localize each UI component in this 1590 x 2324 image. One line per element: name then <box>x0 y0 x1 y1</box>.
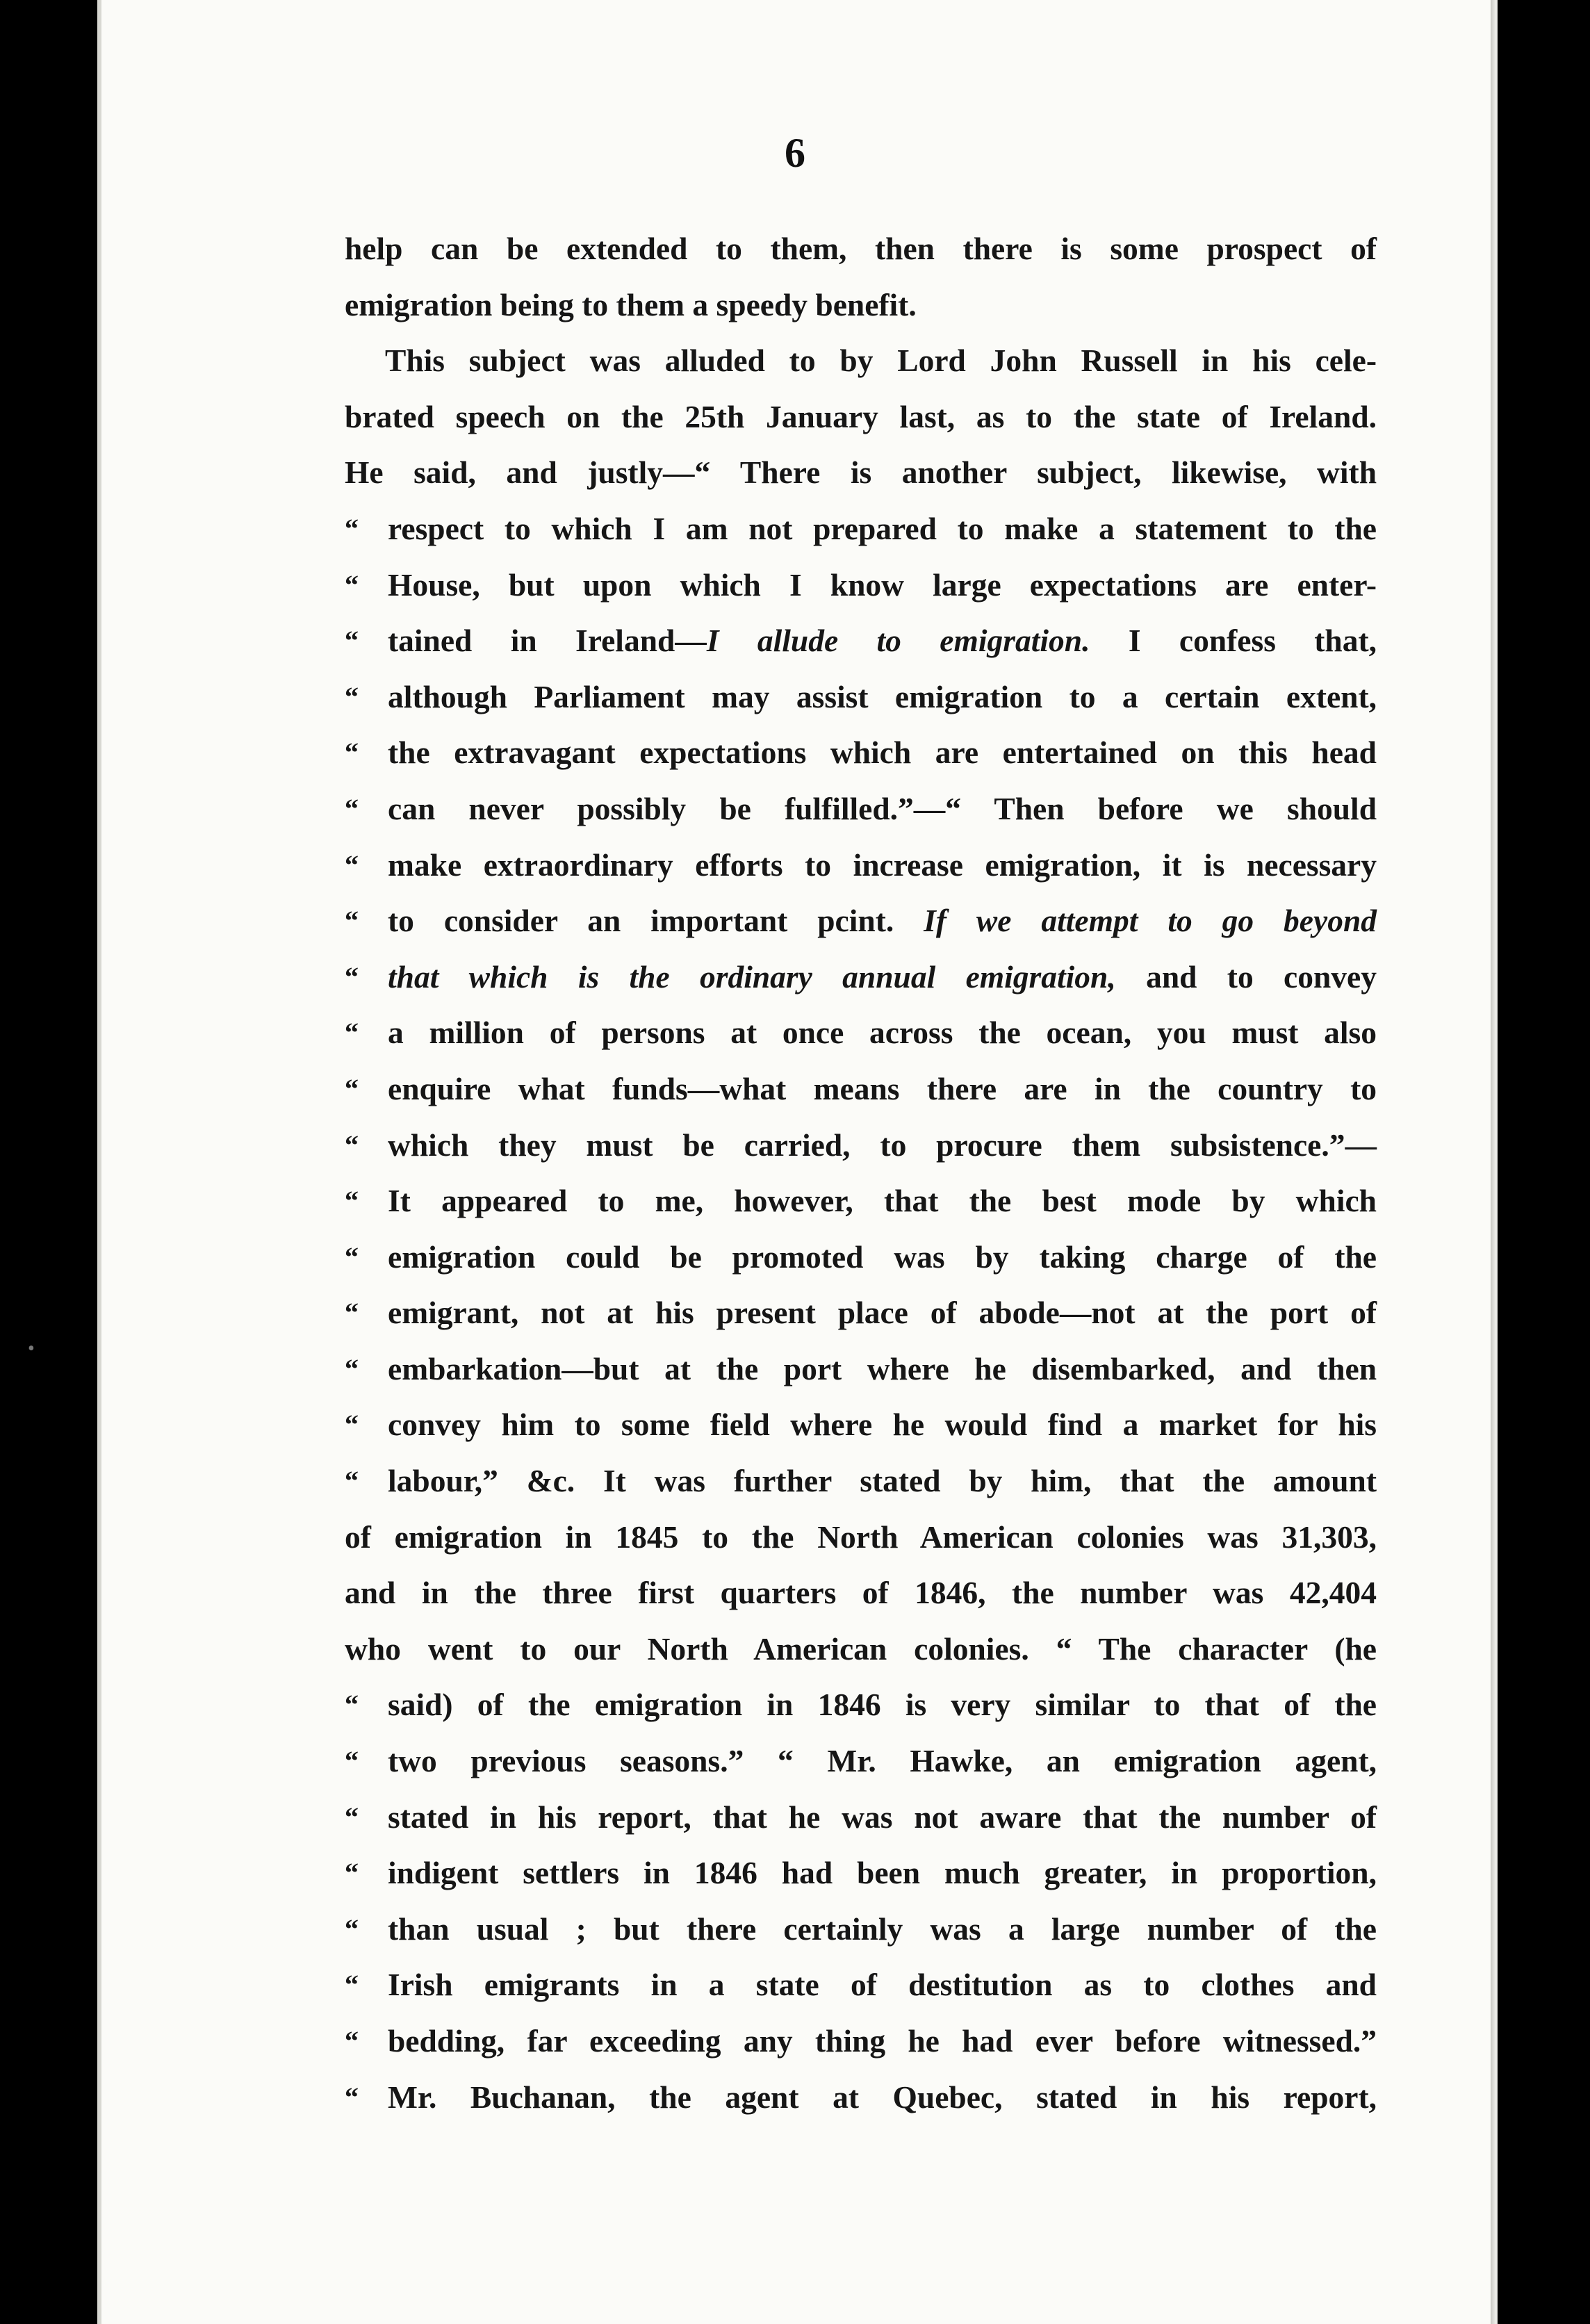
line-text: which they must be carried, to procure them subsistence.”— <box>388 1127 1377 1163</box>
line-text: help can be extended to them, then there is some prospect of <box>345 231 1377 266</box>
line-text: although Parliament may assist emigration to a certain extent, <box>388 678 1377 714</box>
line-text: the extravagant expectations which are entertained on this head <box>388 735 1377 771</box>
text-line <box>345 2013 1377 2070</box>
text-line <box>345 1173 1377 1229</box>
line-text: who went to our North American colonies. “ The character (he <box>345 1630 1377 1667</box>
text-line <box>345 613 1377 669</box>
text-line <box>345 781 1377 837</box>
line-text-after: I confess that, <box>1090 623 1377 659</box>
line-text: said) of the emigration in 1846 is very similar to that of the <box>388 1687 1377 1723</box>
line-text: a million of persons at once across the ocean, you must also <box>388 1015 1377 1051</box>
quote-mark: “ <box>345 625 359 657</box>
text-line <box>345 893 1377 949</box>
line-text: It appeared to me, however, that the best mode by which <box>388 1183 1377 1219</box>
text-line <box>345 1061 1377 1118</box>
line-text: emigration being to them a speedy benefit. <box>345 286 917 322</box>
quote-mark: “ <box>345 2081 359 2113</box>
text-line <box>345 501 1377 557</box>
line-text: This subject was alluded to by Lord John Russell in his cele- <box>385 343 1377 379</box>
line-text: emigrant, not at his present place of abode—not at the port of <box>388 1295 1377 1331</box>
quote-mark: “ <box>345 568 359 600</box>
line-text: indigent settlers in 1846 had been much greater, in proportion, <box>388 1855 1377 1891</box>
quote-mark: “ <box>345 1241 359 1273</box>
line-text: and in the three first quarters of 1846, the number was 42,404 <box>345 1575 1377 1611</box>
line-text: emigration could be promoted was by taking charge of the <box>388 1238 1377 1275</box>
italic-text: If we attempt to go beyond <box>924 903 1377 939</box>
text-line <box>345 669 1377 726</box>
text-line <box>345 277 1377 334</box>
text-line <box>345 1790 1377 1846</box>
line-text: Mr. Buchanan, the agent at Quebec, stated in his report, <box>388 2079 1377 2115</box>
line-text: enquire what funds—what means there are in the country to <box>388 1070 1377 1106</box>
text-line <box>345 1901 1377 1958</box>
body-text <box>345 221 1377 2125</box>
text-line <box>345 333 1377 389</box>
text-line <box>345 837 1377 894</box>
text-line <box>345 949 1377 1006</box>
text-line <box>345 1229 1377 1286</box>
text-line <box>345 1453 1377 1509</box>
page-number: 6 <box>785 130 805 176</box>
line-text: He said, and justly—“ There is another subject, likewise, with <box>345 455 1377 491</box>
text-line <box>345 1341 1377 1398</box>
quote-mark: “ <box>345 1913 359 1945</box>
quote-mark: “ <box>345 849 359 881</box>
line-text-after: and to convey <box>1115 958 1377 995</box>
text-line <box>345 725 1377 781</box>
line-text: embarkation—but at the port where he disembarked, and then <box>388 1350 1377 1386</box>
italic-text: I allude to emigration. <box>706 623 1090 659</box>
line-text: than usual ; but there certainly was a large number of the <box>388 1910 1377 1947</box>
text-line <box>345 1118 1377 1174</box>
quote-mark: “ <box>345 1409 359 1441</box>
quote-mark: “ <box>345 1185 359 1217</box>
margin-speck: • <box>28 1338 35 1359</box>
quote-mark: “ <box>345 1857 359 1889</box>
quote-mark: “ <box>345 1801 359 1833</box>
text-line <box>345 1845 1377 1901</box>
line-text: House, but upon which I know large expectations are enter- <box>388 566 1377 603</box>
quote-mark: “ <box>345 960 359 992</box>
quote-mark: “ <box>345 792 359 824</box>
italic-text: that which is the ordinary annual emigration, <box>388 958 1116 995</box>
text-line <box>345 1005 1377 1061</box>
line-text: two previous seasons.” “ Mr. Hawke, an emigration agent, <box>388 1743 1377 1779</box>
quote-mark: “ <box>345 1129 359 1161</box>
quote-mark: “ <box>345 1072 359 1104</box>
line-text: make extraordinary efforts to increase emigration, it is necessary <box>388 846 1377 883</box>
text-line <box>345 221 1377 277</box>
line-text: labour,” &c. It was further stated by him, that the amount <box>388 1463 1377 1499</box>
quote-mark: “ <box>345 737 359 769</box>
quote-mark: “ <box>345 1689 359 1721</box>
text-line <box>345 445 1377 501</box>
quote-mark: “ <box>345 1969 359 2001</box>
line-text: stated in his report, that he was not aware that the number of <box>388 1799 1377 1835</box>
line-text: to consider an important pcint. <box>388 903 924 939</box>
text-line <box>345 1733 1377 1790</box>
text-line <box>345 389 1377 445</box>
text-line <box>345 1621 1377 1678</box>
text-line <box>345 1509 1377 1566</box>
quote-mark: “ <box>345 1297 359 1329</box>
quote-mark: “ <box>345 1352 359 1384</box>
line-text: Irish emigrants in a state of destitution as to clothes and <box>388 1967 1377 2003</box>
line-text: brated speech on the 25th January last, as to the state of Ireland. <box>345 398 1377 434</box>
quote-mark: “ <box>345 680 359 712</box>
scan-background-right <box>1498 0 1590 2324</box>
text-line <box>345 557 1377 614</box>
quote-mark: “ <box>345 2025 359 2056</box>
line-text: respect to which I am not prepared to make a statement to the <box>388 510 1377 546</box>
quote-mark: “ <box>345 1745 359 1777</box>
line-text: of emigration in 1845 to the North American colonies was 31,303, <box>345 1519 1377 1555</box>
quote-mark: “ <box>345 512 359 544</box>
text-line <box>345 1957 1377 2013</box>
text-line <box>345 1565 1377 1621</box>
line-text: tained in Ireland— <box>388 623 707 659</box>
text-line <box>345 1285 1377 1341</box>
quote-mark: “ <box>345 1465 359 1497</box>
line-text: bedding, far exceeding any thing he had ever before witnessed.” <box>388 2023 1377 2059</box>
line-text: can never possibly be fulfilled.”—“ Then before we should <box>388 790 1377 826</box>
text-line <box>345 2070 1377 2126</box>
quote-mark: “ <box>345 905 359 937</box>
line-text: convey him to some field where he would find a market for his <box>388 1407 1377 1443</box>
text-line <box>345 1397 1377 1453</box>
text-line <box>345 1677 1377 1733</box>
quote-mark: “ <box>345 1017 359 1049</box>
